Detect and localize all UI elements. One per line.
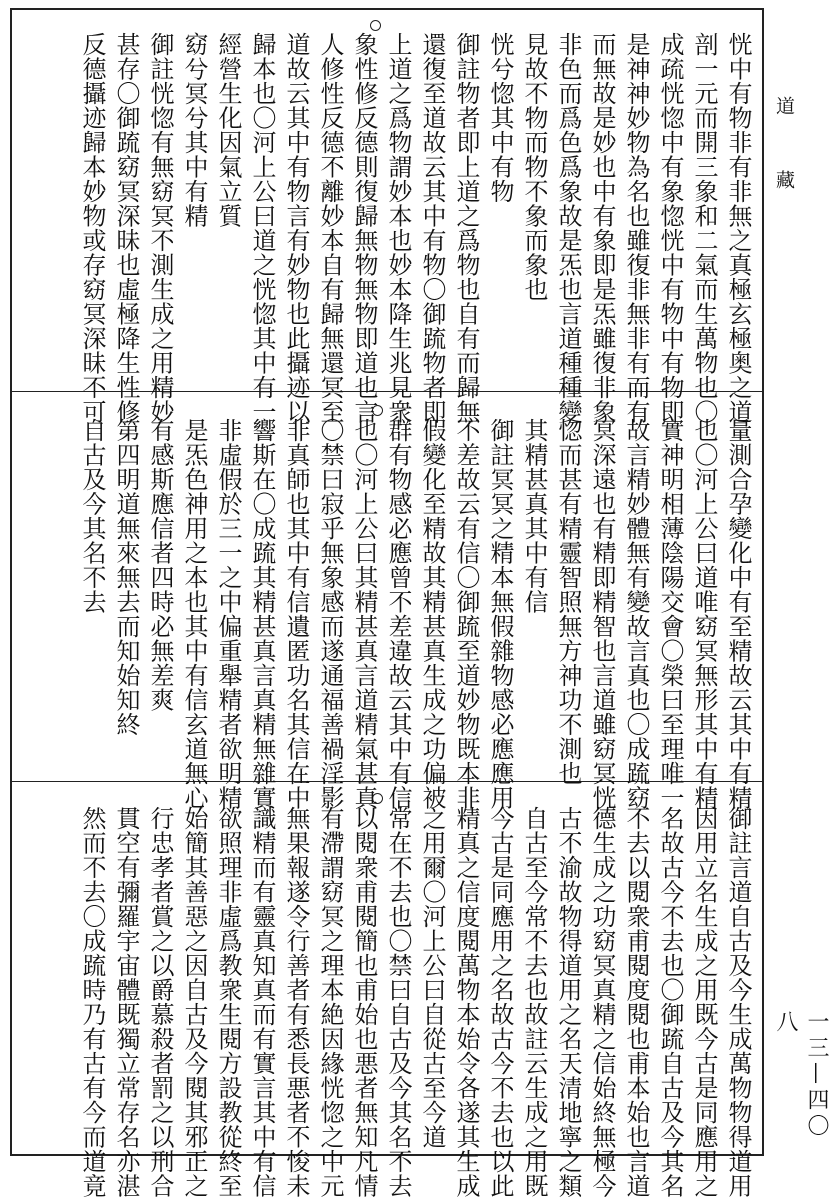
text-column: 識精而有靈真知真而有實言其中有信 [248,806,276,1198]
page-folio: 一三—四〇八 [773,1010,829,1140]
text-column: 是神神妙物為名也雖復非無非有而有 [622,32,650,424]
text-column: 欲照理非虛爲教衆生閱方設教從終至 [214,806,242,1198]
text-column: 故言精妙體無有變故言真也〇成䟽窈 [622,418,650,810]
text-column: 行忠孝者賞之以爵慕殺者罰之以刑合 [146,806,174,1198]
text-column: 恍中有物非有非無之真極玄極奥之道 [724,32,752,424]
text-column: 甚存〇御䟽窈冥深昧也虛極降生性修 [112,32,140,424]
text-column: 非虛假於三一之中偏重舉精者欲明精 [214,418,242,810]
text-column: 成疏恍惚中有象惚恍中有物中有物即 [656,32,684,424]
text-panel-top [14,32,754,424]
text-column: 以閱衆甫閱簡也甫始也悪者無知凡情 [350,806,378,1198]
text-column: 反德攝迹歸本妙物或存窈冥深昧不可 [78,32,106,424]
margin-title: 道 藏 [773,96,795,207]
text-column: 歸本也〇河上公曰道之恍惚其中有一 [248,32,276,424]
text-column: 有滯謂窈冥之理本絶因緣恍惚之中元 [316,806,344,1198]
text-column: 始簡其善惡之因自古及今閱其邪正之 [180,806,208,1198]
text-column: 因用立名生成之用既今古是同應用之 [690,806,718,1198]
section-circle-mark [370,20,381,31]
text-column: 常在不去也〇禁曰自古及今其名不去 [384,806,412,1198]
text-column: 窈兮冥兮其中有精 [180,32,208,228]
text-column: 御註言道自古及今生成萬物物得道用 [724,806,752,1198]
text-column: 而無故是妙也中有象即是炁雖復非象 [588,32,616,424]
text-column: 不差故云有信〇御䟽至道妙物既本非 [452,418,480,810]
text-column: 〇禁曰寂乎無象感而遂通福善禍淫影 [316,418,344,810]
text-column: 也〇河上公曰其精甚真言道精氣甚真 [350,418,378,810]
text-column: 其精甚真其中有信 [520,418,548,614]
text-column: 第四明道無來無去而知始知終 [112,418,140,737]
text-column: 不去以閱衆甫閱度閱也甫本始也言道 [622,806,650,1198]
text-column: 人修性反德不離妙本自有歸無還冥至 [316,32,344,424]
text-column: 假變化至精故其精甚真生成之功偏被 [418,418,446,810]
text-column: 是炁色神用之本也其中有信玄道無心 [180,418,208,810]
text-column: 貫空有彌羅宇宙體既獨立常存名亦湛 [112,806,140,1198]
text-column: 精真之信度閱萬物本始令各遂其生成 [452,806,480,1198]
text-column: 德生成之功窈冥真精之信始終無極今 [588,806,616,1198]
text-column: 實神明相薄陰陽交會〇榮曰至理唯一 [656,418,684,810]
text-column: 恍兮惚其中有物 [486,32,514,204]
text-column: 無果報遂令行善者有悉長悪者不悛未 [282,806,310,1198]
text-column: 冥深遠也有精即精智也言道雖窈冥恍 [588,418,616,810]
text-column: 上道之爲物謂妙本也妙本降生兆見衆 [384,32,412,424]
text-panel-bottom [14,806,754,1198]
text-column: 也〇河上公曰道唯窈冥無形其中有精 [690,418,718,810]
text-column: 之用爾〇河上公曰自從古至今道 [418,806,446,1149]
text-column: 非色而爲色爲象故是炁也言道種種變 [554,32,582,424]
text-column: 非真師也其中有信遺匿功名其信在中 [282,418,310,810]
text-column: 古不渝故物得道用之名天清地寧之類 [554,806,582,1198]
text-column: 剖一元而開三象和二氣而生萬物也〇 [690,32,718,424]
text-column: 自古及今其名不去 [78,418,106,614]
text-column: 象性修反德則復歸無物無物即道也言 [350,32,378,424]
text-column: 御註恍惚有無窈冥不測生成之用精妙 [146,32,174,424]
text-column: 惚而甚有精靈智照無方神功不測也 [554,418,582,786]
text-column: 御註物者即上道之爲物也自有而歸無 [452,32,480,424]
text-column: 御註冥冥之精本無假雜物感必應應用 [486,418,514,810]
text-column: 自古至今常不去也故註云生成之用既 [520,806,548,1198]
text-column: 然而不去〇成䟽時乃有古有今而道竟 [78,806,106,1198]
text-column: 量測合孕變化中有至精故云其中有精 [724,418,752,810]
text-column: 群有物感必應曾不差違故云其中有信 [384,418,412,810]
text-column: 還復至道故云其中有物〇御䟽物者即 [418,32,446,424]
text-column: 名故古今不去也〇御䟽自古及今其名 [656,806,684,1198]
text-column: 有感斯應信者四時必無差爽 [146,418,174,712]
text-column: 經營生化因氣立質 [214,32,242,228]
text-column: 見故不物而物不象而象也 [520,32,548,302]
text-panel-middle [14,418,754,810]
text-column: 今古是同應用之名故古今不去也以此 [486,806,514,1198]
text-column: 道故云其中有物言有妙物也此攝迹以 [282,32,310,424]
text-column: 響斯在〇成䟽其精甚真言真精無雜實 [248,418,276,810]
